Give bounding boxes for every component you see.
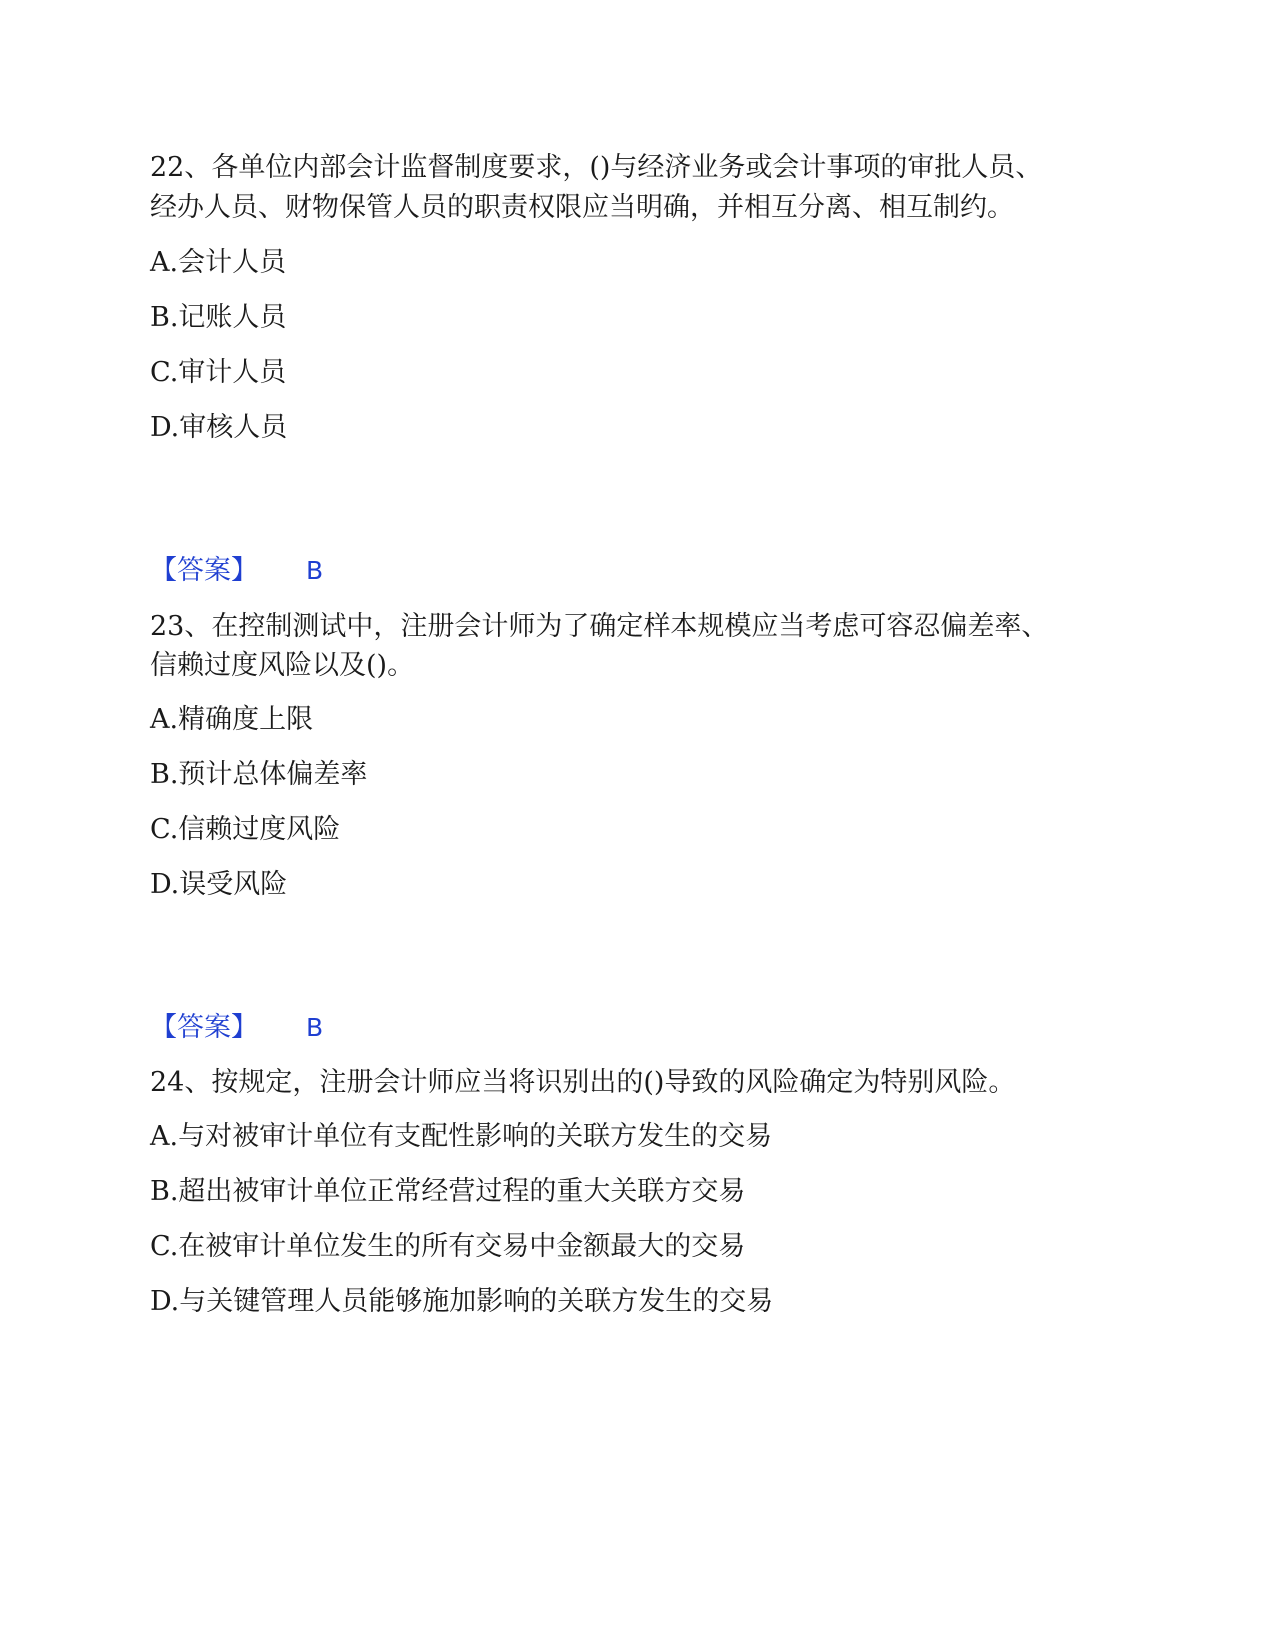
question-23-stem-line-1: 23、在控制测试中，注册会计师为了确定样本规模应当考虑可容忍偏差率、 [150,611,1049,642]
answer-label: 【答案】 [150,1012,258,1043]
question-23-option-c: C.信赖过度风险 [150,814,341,845]
question-24-option-a: A.与对被审计单位有支配性影响的关联方发生的交易 [150,1121,773,1152]
question-24-stem: 24、按规定，注册会计师应当将识别出的()导致的风险确定为特别风险。 [150,1067,1016,1098]
question-23-option-b: B.预计总体偏差率 [150,759,368,790]
question-23-option-d: D.误受风险 [150,869,288,900]
answer-value: B [306,556,324,585]
answer-value: B [306,1013,324,1042]
question-22-option-c: C.审计人员 [150,357,287,388]
question-23-answer [150,1010,323,1046]
answer-label: 【答案】 [150,555,258,586]
question-22-stem-line-2: 经办人员、财物保管人员的职责权限应当明确，并相互分离、相互制约。 [150,192,1014,223]
question-24-option-d: D.与关键管理人员能够施加影响的关联方发生的交易 [150,1286,774,1317]
question-24-option-b: B.超出被审计单位正常经营过程的重大关联方交易 [150,1176,746,1207]
question-24-option-c: C.在被审计单位发生的所有交易中金额最大的交易 [150,1231,746,1262]
question-22-stem-line-1: 22、各单位内部会计监督制度要求，()与经济业务或会计事项的审批人员、 [150,152,1043,183]
question-22-option-d: D.审核人员 [150,412,288,443]
question-23-option-a: A.精确度上限 [150,704,314,735]
question-22-answer [150,553,323,589]
question-22-option-a: A.会计人员 [150,247,287,278]
question-22-option-b: B.记账人员 [150,302,287,333]
question-23-stem-line-2: 信赖过度风险以及()。 [150,650,415,681]
